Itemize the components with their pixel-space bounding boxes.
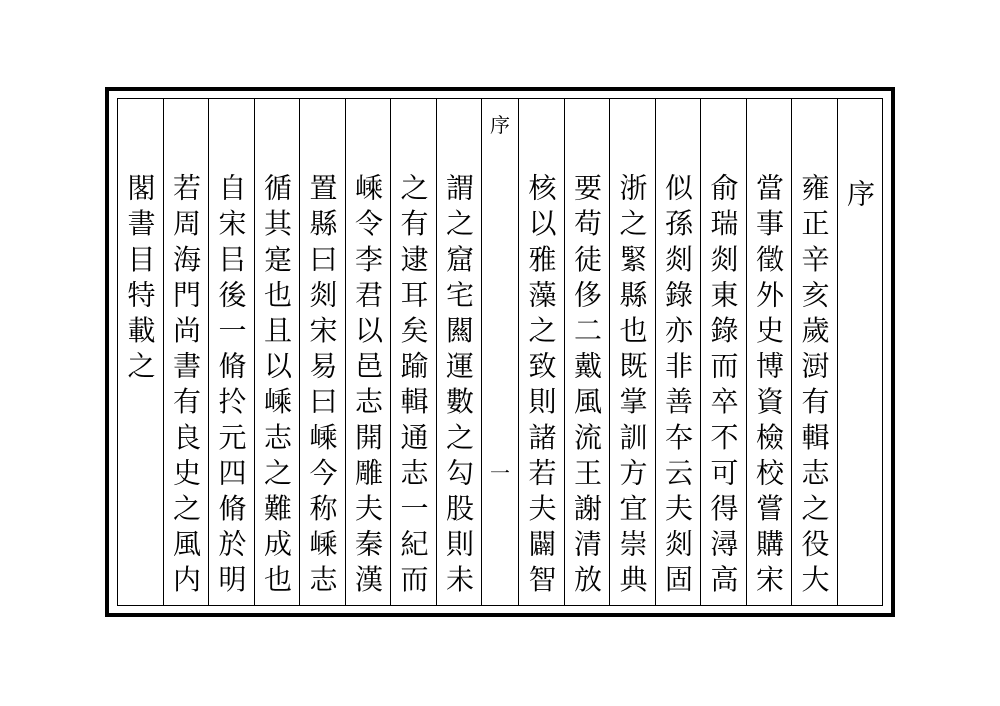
fold-header: 序 (490, 113, 510, 137)
column-text: 核以雅藻之致則諸若夫闢智 (524, 173, 558, 601)
page-number: 一 (490, 461, 510, 485)
column-text: 置縣曰剡宋易曰嵊今称嵊志 (305, 173, 339, 601)
column-text: 俞瑞剡東錄而卒不可得潯高 (706, 173, 740, 601)
text-column-3 (746, 99, 792, 605)
column-text: 序 (843, 179, 876, 215)
column-text: 閣書目特載之 (123, 173, 157, 387)
text-column-15 (163, 99, 209, 605)
text-column-5 (655, 99, 701, 605)
column-text: 要苟徒侈二戴風流王謝清放 (570, 173, 603, 601)
column-text: 自宋㠯後一脩扵元四脩於明 (214, 173, 248, 601)
text-column-10 (390, 99, 436, 605)
column-text: 謂之窟宅闗運數之勾股則未 (442, 173, 475, 601)
column-text: 似孫剡錄亦非善夲云夫剡固 (661, 173, 694, 601)
text-column-12 (299, 99, 345, 605)
text-column-4 (700, 99, 746, 605)
column-text: 浙之緊縣也既掌訓方宜崇典 (615, 173, 649, 601)
text-column-9 (436, 99, 482, 605)
center-fold-column (481, 99, 518, 605)
text-column-14 (208, 99, 254, 605)
column-text: 循其寔也且以嵊志之難成也 (260, 173, 293, 601)
column-text: 若周海門尚書有良史之風内 (169, 173, 202, 601)
column-text: 嵊令李君以邑志開雕夫秦漢 (351, 173, 384, 601)
column-text: 雍正辛亥歲㴻有輯志之役大 (797, 173, 831, 601)
text-column-2 (791, 99, 837, 605)
text-block (117, 98, 883, 606)
text-column-1 (837, 99, 883, 605)
text-column-8 (518, 99, 564, 605)
text-column-13 (254, 99, 300, 605)
page-frame (105, 87, 895, 617)
column-text: 之有逮耳矣踰輯通志一紀而 (396, 173, 430, 601)
text-column-7 (564, 99, 610, 605)
text-column-16 (118, 99, 163, 605)
text-column-6 (609, 99, 655, 605)
column-text: 當事徵外史博資檢校嘗購宋 (752, 173, 785, 601)
text-column-11 (345, 99, 391, 605)
